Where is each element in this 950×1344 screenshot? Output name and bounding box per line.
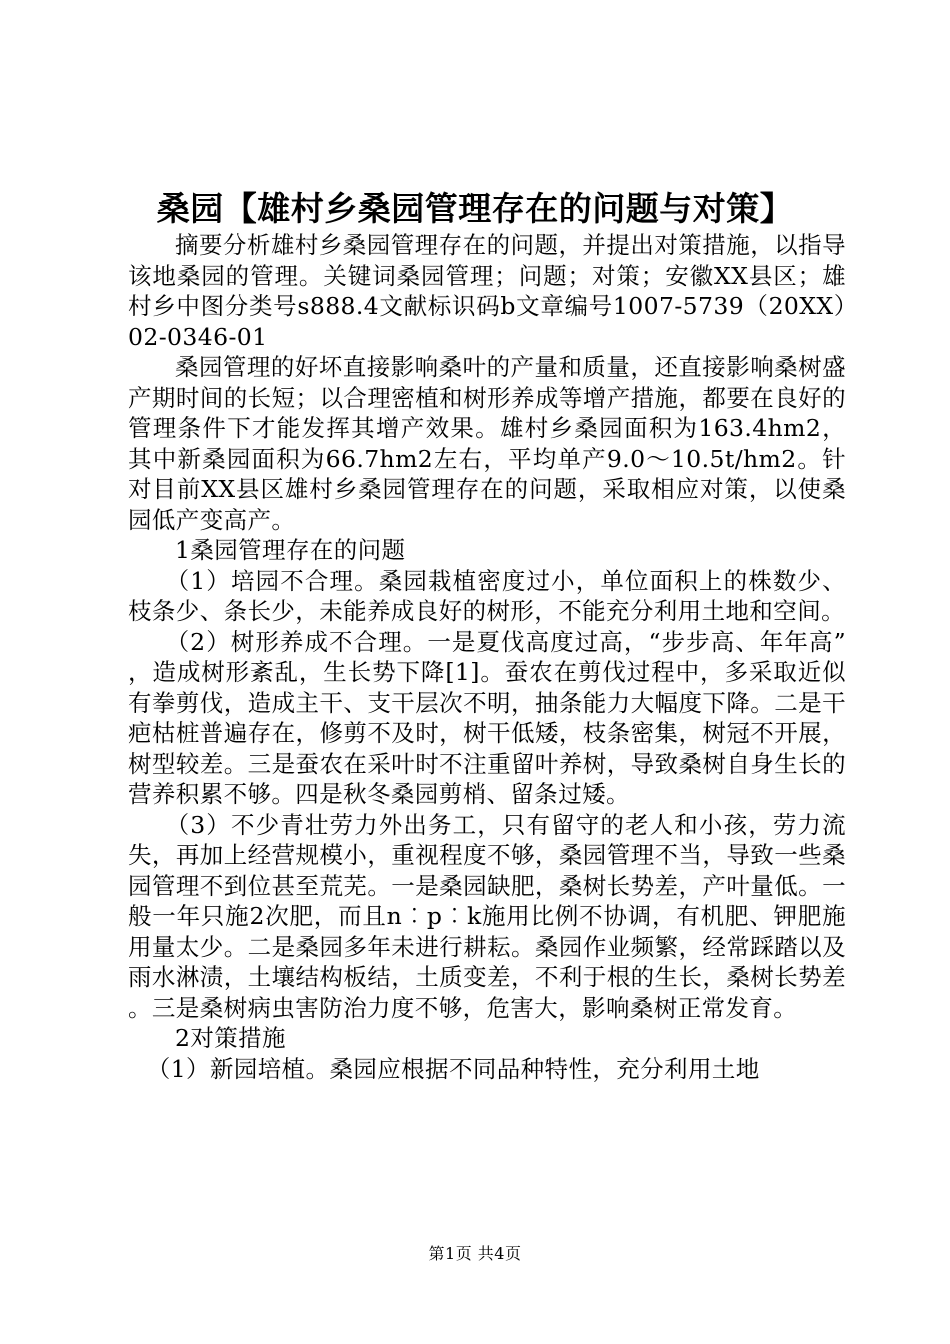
problem-item-3: （3）不少青壮劳力外出务工，只有留守的老人和小孩，劳力流失，再加上经营规模小，重视程度不够，桑园管理不当，导致一些桑园管理不到位甚至荒芜。一是桑园缺肥，桑树长势差，产叶量低。一般一年只施2次肥，而且n︰p︰k施用比例不协调，有机肥、钾肥施用量太少。二是桑园多年未进行耕耘。桑园作业频繁，经常踩踏以及雨水淋渍，土壤结构板结，土质变差，不利于根的生长，桑树长势差。三是桑树病虫害防治力度不够，危害大，影响桑树正常发育。 (128, 810, 846, 1022)
document-body (128, 230, 846, 1084)
page-number-footer: 第1页 共4页 (428, 1244, 522, 1263)
section-heading-problems: 1桑园管理存在的问题 (175, 536, 406, 564)
intro-paragraph: 桑园管理的好坏直接影响桑叶的产量和质量，还直接影响桑树盛产期时间的长短；以合理密植和树形养成等增产措施，都要在良好的管理条件下才能发挥其增产效果。雄村乡桑园面积为163.4hm2，其中新桑园面积为66.7hm2左右，平均单产9.0～10.5t/hm2。针对目前XX县区雄村乡桑园管理存在的问题，采取相应对策，以使桑园低产变高产。 (128, 353, 846, 534)
problem-item-2: （2）树形养成不合理。一是夏伐高度过高，“步步高、年年高”，造成树形紊乱，生长势下降[1]。蚕农在剪伐过程中，多采取近似有拳剪伐，造成主干、支干层次不明，抽条能力大幅度下降。二是干疤枯桩普遍存在，修剪不及时，树干低矮，枝条密集，树冠不开展，树型较差。三是蚕农在采叶时不注重留叶养树，导致桑树自身生长的营养积累不够。四是秋冬桑园剪梢、留条过矮。 (128, 627, 846, 808)
section-heading-measures: 2对策措施 (175, 1024, 286, 1052)
abstract-paragraph: 摘要分析雄村乡桑园管理存在的问题，并提出对策措施，以指导该地桑园的管理。关键词桑园管理；问题；对策；安徽XX县区；雄村乡中图分类号s888.4文献标识码b文章编号1007-5739（20XX）02-0346-01 (128, 231, 846, 351)
document-title: 桑园【雄村乡桑园管理存在的问题与对策】 (156, 189, 794, 228)
problem-item-1: （1）培园不合理。桑园栽植密度过小，单位面积上的株数少、枝条少、条长少，未能养成良好的树形，不能充分利用土地和空间。 (128, 566, 846, 625)
measure-item-1: （1）新园培植。桑园应根据不同品种特性，充分利用土地 (146, 1054, 760, 1083)
